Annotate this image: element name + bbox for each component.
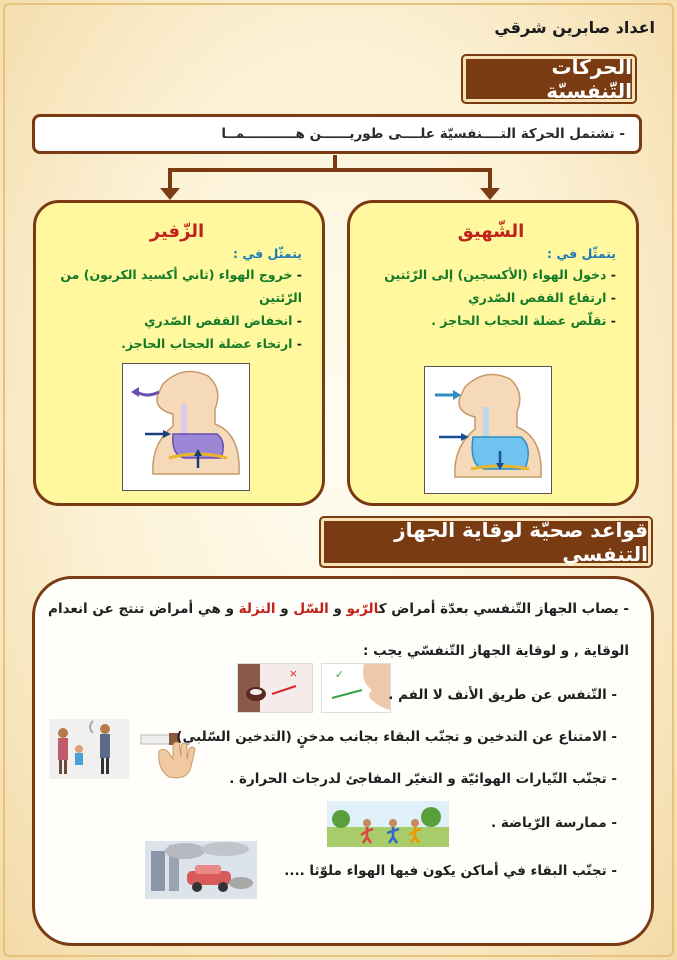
inhale-subtitle: يتمثّل في :	[547, 246, 616, 261]
rule-exercise: - ممارسة الرّياضة .	[490, 815, 617, 831]
rules-intro-text: - يصاب الجهاز التّنفسي بعدّة أمراض ك	[378, 601, 629, 617]
disease-tuberculosis: السّل	[293, 601, 329, 617]
check-icon: ✓	[334, 668, 344, 681]
inhale-title: الشّهيق	[457, 221, 525, 242]
arrow-to-exhale	[170, 170, 335, 190]
inhale-list	[366, 263, 616, 332]
exhale-item: - خروج الهواء (ثاني أكسيد الكربون) من الرّئتين	[52, 263, 302, 309]
rule-avoid-pollution: - تجنّب البقاء في أماكن يكون فيها الهواء ملوّثا ....	[284, 863, 617, 879]
inhale-item: - دخول الهواء (الأكسجين) إلى الرّئتين	[366, 263, 616, 286]
running-exercise-picture	[327, 801, 449, 847]
intro-text: - تشتمل الحركة التــــنفسيّة علــــى طوريــــــن هـــــــــــمــا	[221, 126, 625, 142]
exhale-item: - انخفاض القفص الصّدري	[52, 309, 302, 332]
exhale-title: الزّفير	[149, 221, 205, 242]
inhale-panel	[347, 200, 639, 506]
disease-flu: النزلة	[238, 601, 276, 617]
author-credit: اعداد صابرين شرقي	[494, 18, 655, 37]
conjunction: و	[275, 601, 294, 617]
inhale-illustration	[424, 366, 552, 494]
exhale-panel	[33, 200, 325, 506]
rules-line-2: الوقاية , و لوقاية الجهاز التّنفسّي يجب :	[363, 643, 629, 659]
wrong-icon: ×	[288, 667, 298, 680]
air-pollution-picture	[145, 841, 257, 899]
rules-intro-text: و هي أمراض تنتج عن انعدام	[48, 601, 239, 617]
exhale-illustration	[122, 363, 250, 491]
exhale-item: - ارتخاء عضلة الحجاب الحاجز.	[52, 332, 302, 355]
arrowhead-inhale	[480, 188, 500, 200]
health-rules-box	[32, 576, 654, 946]
section-title-breathing-movements: الحركات التّنفسيّة	[463, 56, 635, 102]
rule-no-smoking: - الامتناع عن التدخين و تجنّب البقاء بجانب مدخنٍ (التدخين السّلبي)	[176, 729, 617, 745]
arrowhead-exhale	[160, 188, 180, 200]
passive-smoking-picture	[49, 719, 129, 779]
arrow-to-inhale	[335, 155, 490, 190]
exhale-list	[52, 263, 302, 355]
inhale-item: - ارتفاع القفص الصّدري	[366, 286, 616, 309]
inhale-item: - تقلّص عضلة الحجاب الحاجز .	[366, 309, 616, 332]
exhale-subtitle: يتمثّل في :	[233, 246, 302, 261]
branch-arrows	[0, 0, 677, 210]
rules-intro-line	[48, 601, 629, 617]
rule-avoid-drafts: - تجنّب التّيارات الهوائيّة و التغيّر المفاجئ لدرجات الحرارة .	[229, 771, 617, 787]
rule-nose-breathing: - التّنفس عن طريق الأنف لا الفم .	[388, 687, 617, 703]
section-title-health-rules: قواعد صحيّة لوقاية الجهاز التنفسي	[321, 518, 651, 566]
mouth-breathing-picture	[237, 663, 313, 713]
disease-asthma: الرّبو	[346, 601, 379, 617]
nose-breathing-picture	[321, 663, 391, 713]
conjunction: و	[328, 601, 347, 617]
